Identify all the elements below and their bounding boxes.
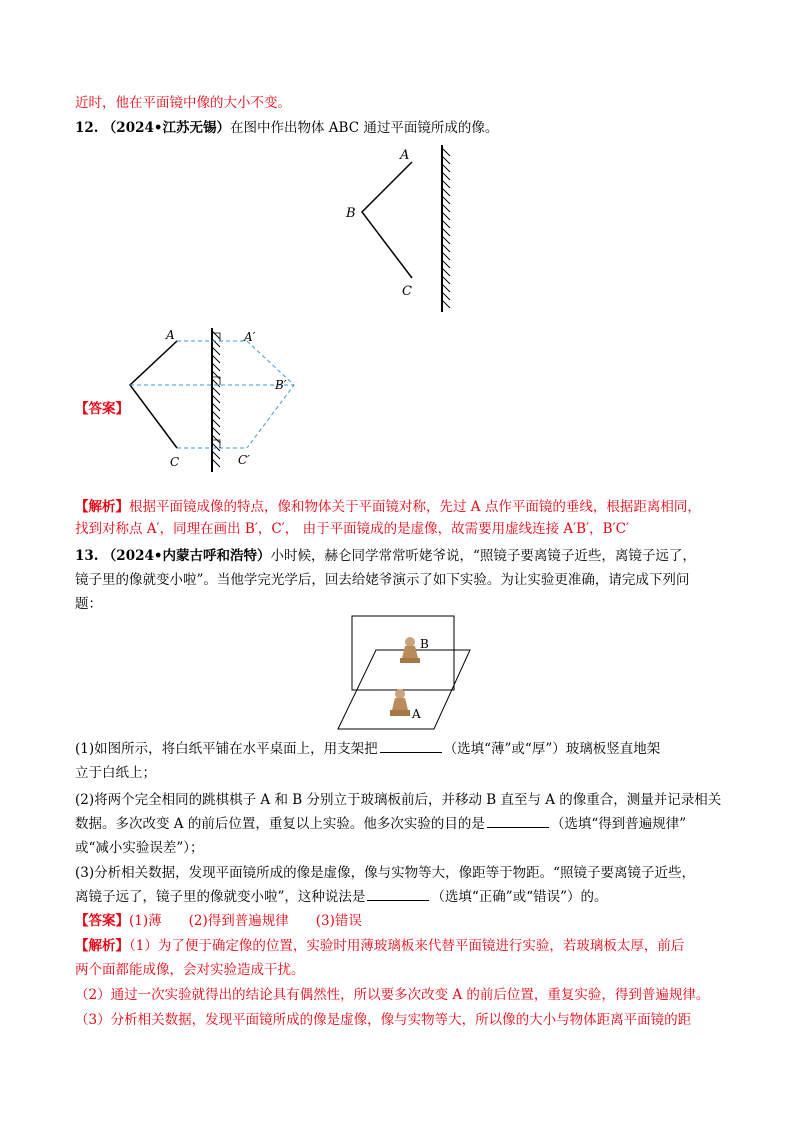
label-b: B [420,637,429,651]
answer-blank[interactable] [487,815,549,828]
question-12 [75,119,498,137]
question-number: 13. [75,548,99,564]
label-a: A [166,328,175,342]
label-b: B [346,206,356,221]
subquestion-2-line3: 或“减小实验误差”）； [75,840,204,856]
question-13 [75,547,696,565]
analysis-13-line4: （3）分析相关数据，发现平面镜所成的像是虚像，像与实物等大，所以像的大小与物体距离平面镜的距 [75,1012,692,1028]
label-c-prime: C′ [238,453,250,467]
object-abc [130,341,177,448]
question-text: 在图中作出物体 ABC 通过平面镜所成的像。 [230,120,499,136]
subquestion-3-line2 [75,888,608,906]
label-b-prime: B′ [275,378,287,392]
answer-blank[interactable] [367,888,429,901]
subquestion-text: （选填“得到普遍规律” [550,816,687,832]
question-source: （2024•江苏无锡） [102,120,230,136]
analysis-13-line3: （2）通过一次实验就得出的结论具有偶然性，所以要多次改变 A 的前后位置，重复实验，得到普遍规律。 [75,987,710,1003]
analysis-text: （1）为了便于确定像的位置，实验时用薄玻璃板来代替平面镜进行实验，若玻璃板太厚，前后 [129,938,685,954]
subquestion-1 [75,740,660,758]
figure-object-abc [330,140,480,315]
answer-13 [75,912,362,930]
analysis-12-line1 [75,498,701,516]
analysis-label: 【解析】 [75,938,129,954]
analysis-13-line2: 两个面都能成像，会对实验造成干扰。 [75,962,305,978]
subquestion-2-line2 [75,815,686,833]
subquestion-text: （选填“薄”或“厚”）玻璃板竖直地架 [443,741,661,757]
question-source: （2024•内蒙古呼和浩特） [102,548,271,564]
label-c: C [170,455,180,469]
label-a: A [400,148,410,163]
answer-label: 【答案】 [75,913,129,929]
chess-piece-a [390,689,410,716]
analysis-text: 根据平面镜成像的特点，像和物体关于平面镜对称，先过 A 点作平面镜的垂线，根据距离相同， [129,499,701,515]
label-c: C [402,284,412,299]
answer-blank[interactable] [380,740,442,753]
label-a-prime: A′ [244,330,256,344]
figure-glass-experiment [330,612,480,732]
continued-text: 近时，他在平面镜中像的大小不变。 [75,95,291,111]
subquestion-text: （选填“正确”或“错误”）的。 [431,889,608,905]
question-text: 小时候，赫仑同学常常听姥爷说，“照镜子要离镜子近些，离镜子远了， [270,548,696,564]
object-abc [362,162,412,278]
subquestion-text: 离镜子远了，镜子里的像就变小啦”，这种说法是 [75,889,366,905]
analysis-label: 【解析】 [75,499,129,515]
subquestion-text: (1)如图所示，将白纸平铺在水平桌面上，用支架把 [75,741,378,757]
answer-label: 【答案】 [75,401,129,417]
subquestion-text: 数据。多次改变 A 的前后位置，重复以上实验。他多次实验的目的是 [75,816,485,832]
analysis-12-line2: 找到对称点 A′，同理在画出 B′，C′， 由于平面镜成的是虚像，故需要用虚线连接 A′B′，B′C′ [75,521,630,537]
analysis-13-line1 [75,937,684,955]
figure-answer-image [120,325,300,475]
subquestion-3: (3)分析相关数据，发现平面镜所成的像是虚像，像与实物等大，像距等于物距。“照镜子要离镜子近些， [75,865,696,881]
label-a: A [412,707,421,721]
subquestion-1-line2: 立于白纸上； [75,765,156,781]
question-number: 12. [75,120,99,136]
subquestion-2: (2)将两个完全相同的跳棋棋子 A 和 B 分别立于玻璃板前后，并移动 B 直至与 A 的像重合，测量并记录相关 [75,792,722,808]
glass-plate [352,616,454,690]
question-13-line2: 镜子里的像就变小啦”。当他学完光学后，回去给姥爷演示了如下实验。为让实验更准确，请完成下列问 [75,572,690,588]
question-13-line3: 题： [75,596,102,612]
answer-text: (1)薄 (2)得到普遍规律 (3)错误 [129,913,362,929]
